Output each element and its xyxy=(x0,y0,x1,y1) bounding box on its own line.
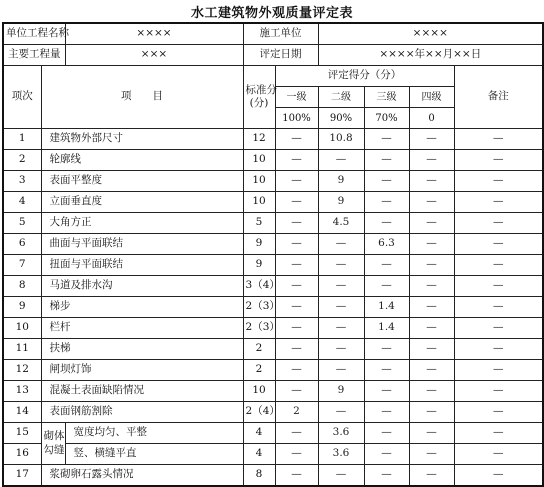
grade-2-cell: — xyxy=(318,150,364,171)
grade-3-cell: 1.4 xyxy=(364,318,409,339)
grade-4-cell: — xyxy=(409,150,454,171)
row-item: 曲面与平面联结 xyxy=(41,234,243,255)
grade-4-cell: — xyxy=(409,444,454,465)
table-row xyxy=(3,213,543,234)
remark-cell: — xyxy=(454,423,543,444)
standard-score-cell: 10 xyxy=(243,192,275,213)
row-index: 12 xyxy=(3,360,41,381)
grade-4-cell: — xyxy=(409,423,454,444)
table-row xyxy=(3,192,543,213)
grade-1-cell: — xyxy=(275,276,318,297)
grade-2-cell: 3.6 xyxy=(318,444,364,465)
row-item: 栏杆 xyxy=(41,318,243,339)
remark-cell: — xyxy=(454,360,543,381)
row-item: 马道及排水沟 xyxy=(41,276,243,297)
table-row xyxy=(3,402,543,423)
grade-2-cell: 10.8 xyxy=(318,129,364,150)
unit-project-value: ×××× xyxy=(65,23,243,45)
grade-1-cell: — xyxy=(275,297,318,318)
main-quantity-label: 主要工程量 xyxy=(3,45,65,66)
grade-1-cell: — xyxy=(275,234,318,255)
standard-score-cell: 2（4） xyxy=(243,402,275,423)
header-row-1 xyxy=(3,23,543,45)
grade-1-cell: — xyxy=(275,339,318,360)
grade-3-cell: — xyxy=(364,129,409,150)
grade-3-cell: 6.3 xyxy=(364,234,409,255)
grade-4-cell: — xyxy=(409,276,454,297)
construction-unit-label: 施工单位 xyxy=(243,23,318,45)
grade-1-cell: — xyxy=(275,318,318,339)
grade-3-cell: — xyxy=(364,465,409,487)
grade-2-cell: — xyxy=(318,465,364,487)
remark-cell: — xyxy=(454,465,543,487)
row-item: 竖、横缝平直 xyxy=(65,444,243,465)
index-header: 项次 xyxy=(3,66,41,129)
row-item: 扶梯 xyxy=(41,339,243,360)
table-row xyxy=(3,171,543,192)
standard-score-cell: 3（4） xyxy=(243,276,275,297)
row-index: 16 xyxy=(3,444,41,465)
grade-4-cell: — xyxy=(409,360,454,381)
remark-cell: — xyxy=(454,192,543,213)
row-item: 闸坝灯饰 xyxy=(41,360,243,381)
row-item: 混凝土表面缺陷情况 xyxy=(41,381,243,402)
row-item: 梯步 xyxy=(41,297,243,318)
grade-3-cell: — xyxy=(364,192,409,213)
row-item: 宽度均匀、平整 xyxy=(65,423,243,444)
table-row xyxy=(3,255,543,276)
standard-score-line2: (分) xyxy=(249,97,269,109)
row-index: 9 xyxy=(3,297,41,318)
row-item: 建筑物外部尺寸 xyxy=(41,129,243,150)
row-index: 10 xyxy=(3,318,41,339)
grade-3-cell: — xyxy=(364,171,409,192)
date-value: ××××年××月××日 xyxy=(318,45,543,66)
remark-cell: — xyxy=(454,402,543,423)
masonry-group-label xyxy=(41,423,65,465)
grade-3-cell: — xyxy=(364,339,409,360)
grade-2-cell: — xyxy=(318,318,364,339)
grade-1-cell: — xyxy=(275,381,318,402)
grade-3-cell: — xyxy=(364,360,409,381)
grade-4-cell: — xyxy=(409,255,454,276)
table-row xyxy=(3,381,543,402)
row-index: 3 xyxy=(3,171,41,192)
grade-3-cell: — xyxy=(364,276,409,297)
remark-cell: — xyxy=(454,129,543,150)
table-row xyxy=(3,129,543,150)
grade-1-pct: 100% xyxy=(275,108,318,129)
standard-score-cell: 4 xyxy=(243,444,275,465)
grade-4-cell: — xyxy=(409,171,454,192)
grade-1-cell: — xyxy=(275,465,318,487)
grade-3-cell: — xyxy=(364,381,409,402)
form-title: 水工建筑物外观质量评定表 xyxy=(190,6,353,21)
grade-2-cell: 9 xyxy=(318,192,364,213)
grade-3-cell: — xyxy=(364,402,409,423)
grade-1-cell: — xyxy=(275,444,318,465)
row-index: 8 xyxy=(3,276,41,297)
row-index: 17 xyxy=(3,465,41,487)
unit-project-label: 单位工程名称 xyxy=(3,23,65,45)
grade-1-cell: — xyxy=(275,192,318,213)
standard-score-cell: 2（3） xyxy=(243,318,275,339)
remark-cell: — xyxy=(454,381,543,402)
table-row xyxy=(3,339,543,360)
remark-cell: — xyxy=(454,150,543,171)
remarks-header: 备注 xyxy=(454,66,543,129)
header-row-2 xyxy=(3,45,543,66)
remark-cell: — xyxy=(454,339,543,360)
remark-cell: — xyxy=(454,255,543,276)
standard-score-cell: 9 xyxy=(243,234,275,255)
grade-4-cell: — xyxy=(409,318,454,339)
grade-3-cell: 1.4 xyxy=(364,297,409,318)
row-index: 4 xyxy=(3,192,41,213)
grade-4-name: 四级 xyxy=(409,87,454,108)
table-row xyxy=(3,360,543,381)
row-index: 1 xyxy=(3,129,41,150)
remark-cell: — xyxy=(454,171,543,192)
grade-2-cell: 3.6 xyxy=(318,423,364,444)
table-row xyxy=(3,297,543,318)
table-row xyxy=(3,150,543,171)
standard-score-cell: 5 xyxy=(243,213,275,234)
grade-3-cell: — xyxy=(364,423,409,444)
grade-4-cell: — xyxy=(409,297,454,318)
row-index: 14 xyxy=(3,402,41,423)
grade-2-cell: — xyxy=(318,339,364,360)
row-index: 5 xyxy=(3,213,41,234)
main-quantity-value: ××× xyxy=(65,45,243,66)
remark-cell: — xyxy=(454,318,543,339)
grade-4-cell: — xyxy=(409,339,454,360)
table-row xyxy=(3,465,543,487)
grade-4-cell: — xyxy=(409,213,454,234)
table-row xyxy=(3,276,543,297)
evaluation-table xyxy=(2,22,544,487)
standard-score-cell: 10 xyxy=(243,150,275,171)
grade-4-cell: — xyxy=(409,192,454,213)
grade-1-cell: — xyxy=(275,255,318,276)
grade-2-cell: — xyxy=(318,234,364,255)
remark-cell: — xyxy=(454,297,543,318)
remark-cell: — xyxy=(454,234,543,255)
standard-score-line1: 标准分 xyxy=(245,83,278,96)
grade-2-cell: — xyxy=(318,360,364,381)
column-header-row-1 xyxy=(3,66,543,87)
row-index: 13 xyxy=(3,381,41,402)
standard-score-header xyxy=(243,66,278,129)
row-index: 11 xyxy=(3,339,41,360)
grade-2-pct: 90% xyxy=(318,108,364,129)
grade-4-cell: — xyxy=(409,234,454,255)
grade-1-cell: — xyxy=(275,129,318,150)
row-index: 7 xyxy=(3,255,41,276)
evaluated-score-header: 评定得分（分） xyxy=(275,66,454,87)
grade-1-cell: 2 xyxy=(275,402,318,423)
row-index: 6 xyxy=(3,234,41,255)
construction-unit-value: ×××× xyxy=(318,23,543,45)
row-index: 15 xyxy=(3,423,41,444)
standard-score-cell: 9 xyxy=(243,255,275,276)
grade-2-cell: — xyxy=(318,402,364,423)
date-label: 评定日期 xyxy=(243,45,318,66)
grade-4-cell: — xyxy=(409,465,454,487)
standard-score-cell: 2 xyxy=(243,360,275,381)
grade-1-name: 一级 xyxy=(275,87,318,108)
grade-2-cell: — xyxy=(318,255,364,276)
standard-score-cell: 10 xyxy=(243,171,275,192)
grade-4-cell: — xyxy=(409,402,454,423)
row-item: 大角方正 xyxy=(41,213,243,234)
grade-1-cell: — xyxy=(275,213,318,234)
table-row xyxy=(3,234,543,255)
grade-1-cell: — xyxy=(275,150,318,171)
grade-2-cell: 4.5 xyxy=(318,213,364,234)
grade-2-cell: 9 xyxy=(318,381,364,402)
standard-score-cell: 8 xyxy=(243,465,275,487)
standard-score-cell: 2 xyxy=(243,339,275,360)
grade-3-cell: — xyxy=(364,213,409,234)
grade-1-cell: — xyxy=(275,360,318,381)
row-item: 表面钢筋割除 xyxy=(41,402,243,423)
standard-score-cell: 2（3） xyxy=(243,297,275,318)
remark-cell: — xyxy=(454,444,543,465)
row-item: 扭面与平面联结 xyxy=(41,255,243,276)
grade-4-cell: — xyxy=(409,381,454,402)
grade-2-cell: — xyxy=(318,276,364,297)
grade-2-name: 二级 xyxy=(318,87,364,108)
row-item: 表面平整度 xyxy=(41,171,243,192)
grade-1-cell: — xyxy=(275,423,318,444)
item-header: 项 目 xyxy=(41,66,243,129)
row-item: 立面垂直度 xyxy=(41,192,243,213)
row-item: 浆砌卵石露头情况 xyxy=(41,465,243,487)
table-row xyxy=(3,318,543,339)
grade-2-cell: — xyxy=(318,297,364,318)
masonry-group-line1: 砌体 xyxy=(43,430,65,443)
standard-score-cell: 4 xyxy=(243,423,275,444)
grade-3-cell: — xyxy=(364,255,409,276)
row-index: 2 xyxy=(3,150,41,171)
masonry-group-line2: 勾缝 xyxy=(43,443,65,456)
grade-1-cell: — xyxy=(275,171,318,192)
remark-cell: — xyxy=(454,276,543,297)
table-row xyxy=(3,423,543,444)
grade-3-name: 三级 xyxy=(364,87,409,108)
grade-3-pct: 70% xyxy=(364,108,409,129)
standard-score-cell: 12 xyxy=(243,129,275,150)
standard-score-cell: 10 xyxy=(243,381,275,402)
table-row xyxy=(3,444,543,465)
remark-cell: — xyxy=(454,213,543,234)
grade-4-cell: — xyxy=(409,129,454,150)
grade-2-cell: 9 xyxy=(318,171,364,192)
grade-3-cell: — xyxy=(364,150,409,171)
grade-3-cell: — xyxy=(364,444,409,465)
row-item: 轮廓线 xyxy=(41,150,243,171)
grade-4-pct: 0 xyxy=(409,108,454,129)
